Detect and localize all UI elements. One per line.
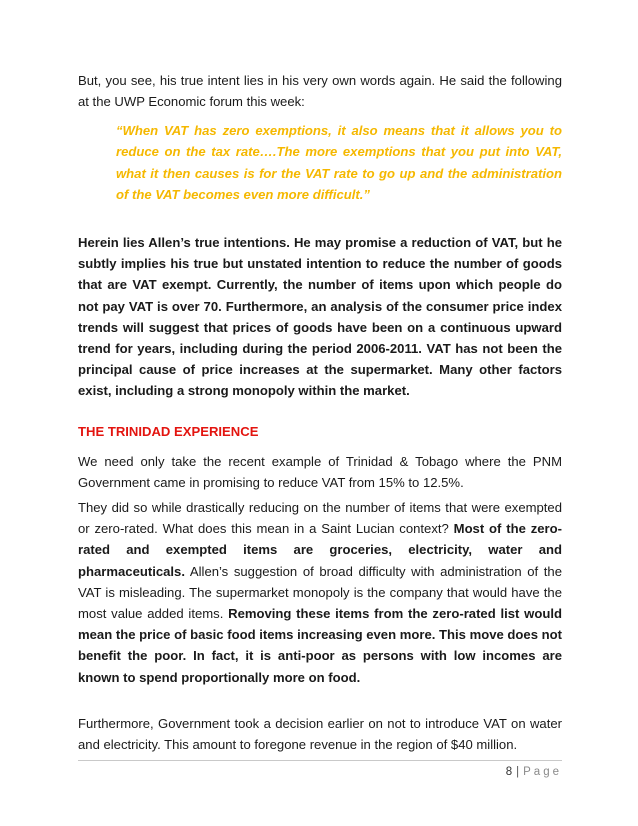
page-label: Page [523,766,562,778]
footer-separator: | [516,766,520,778]
trinidad-paragraph-2 [78,497,562,688]
trinidad-text-c: Allen’s suggestion of broad difficulty with administration of the VAT is misleading. The supermarket monopoly is the company that would have the most value added items. [78,563,562,622]
page-footer [506,766,562,778]
intro-paragraph: But, you see, his true intent lies in his very own words again. He said the following at the UWP Economic forum this week: [78,73,562,110]
trinidad-heading: THE TRINIDAD EXPERIENCE [78,424,259,439]
trinidad-text-a: They did so while drastically reducing on the number of items that were exempted or zero-rated. What does this mean in a Saint Lucian context? [78,500,562,537]
allen-quote: “When VAT has zero exemptions, it also means that it allows you to reduce on the tax rate….The more exemptions that you put into VAT, what it then causes is for the VAT rate to go up and the administration of the VAT becomes even more difficult.” [116,123,562,203]
footer-divider [78,760,562,761]
trinidad-text-d-bold: Removing these items from the zero-rated list would mean the price of basic food items increasing even more. This move does not benefit the poor. In fact, it is anti-poor as persons with low incomes are known to spend proportionally more on food. [78,606,562,685]
allen-intentions-paragraph: Herein lies Allen’s true intentions. He may promise a reduction of VAT, but he subtly implies his true but unstated intention to reduce the number of goods that are VAT exempt. Currently, the number of items upon which people do not pay VAT is over 70. Furthermore, an analysis of the consumer price index trends will suggest that prices of goods have been on a continuous upward trend for years, including during the period 2006-2011. VAT has not been the principal cause of price increases at the supermarket. Many other factors exist, including a strong monopoly within the market. [78,235,562,399]
furthermore-paragraph: Furthermore, Government took a decision earlier on not to introduce VAT on water and electricity. This amount to foregone revenue in the region of $40 million. [78,716,562,753]
trinidad-paragraph-1: We need only take the recent example of Trinidad & Tobago where the PNM Government came in promising to reduce VAT from 15% to 12.5%. [78,454,562,491]
page-number: 8 [505,766,513,778]
trinidad-text-b-bold: Most of the zero-rated and exempted items are groceries, electricity, water and pharmaceuticals. [78,521,562,579]
